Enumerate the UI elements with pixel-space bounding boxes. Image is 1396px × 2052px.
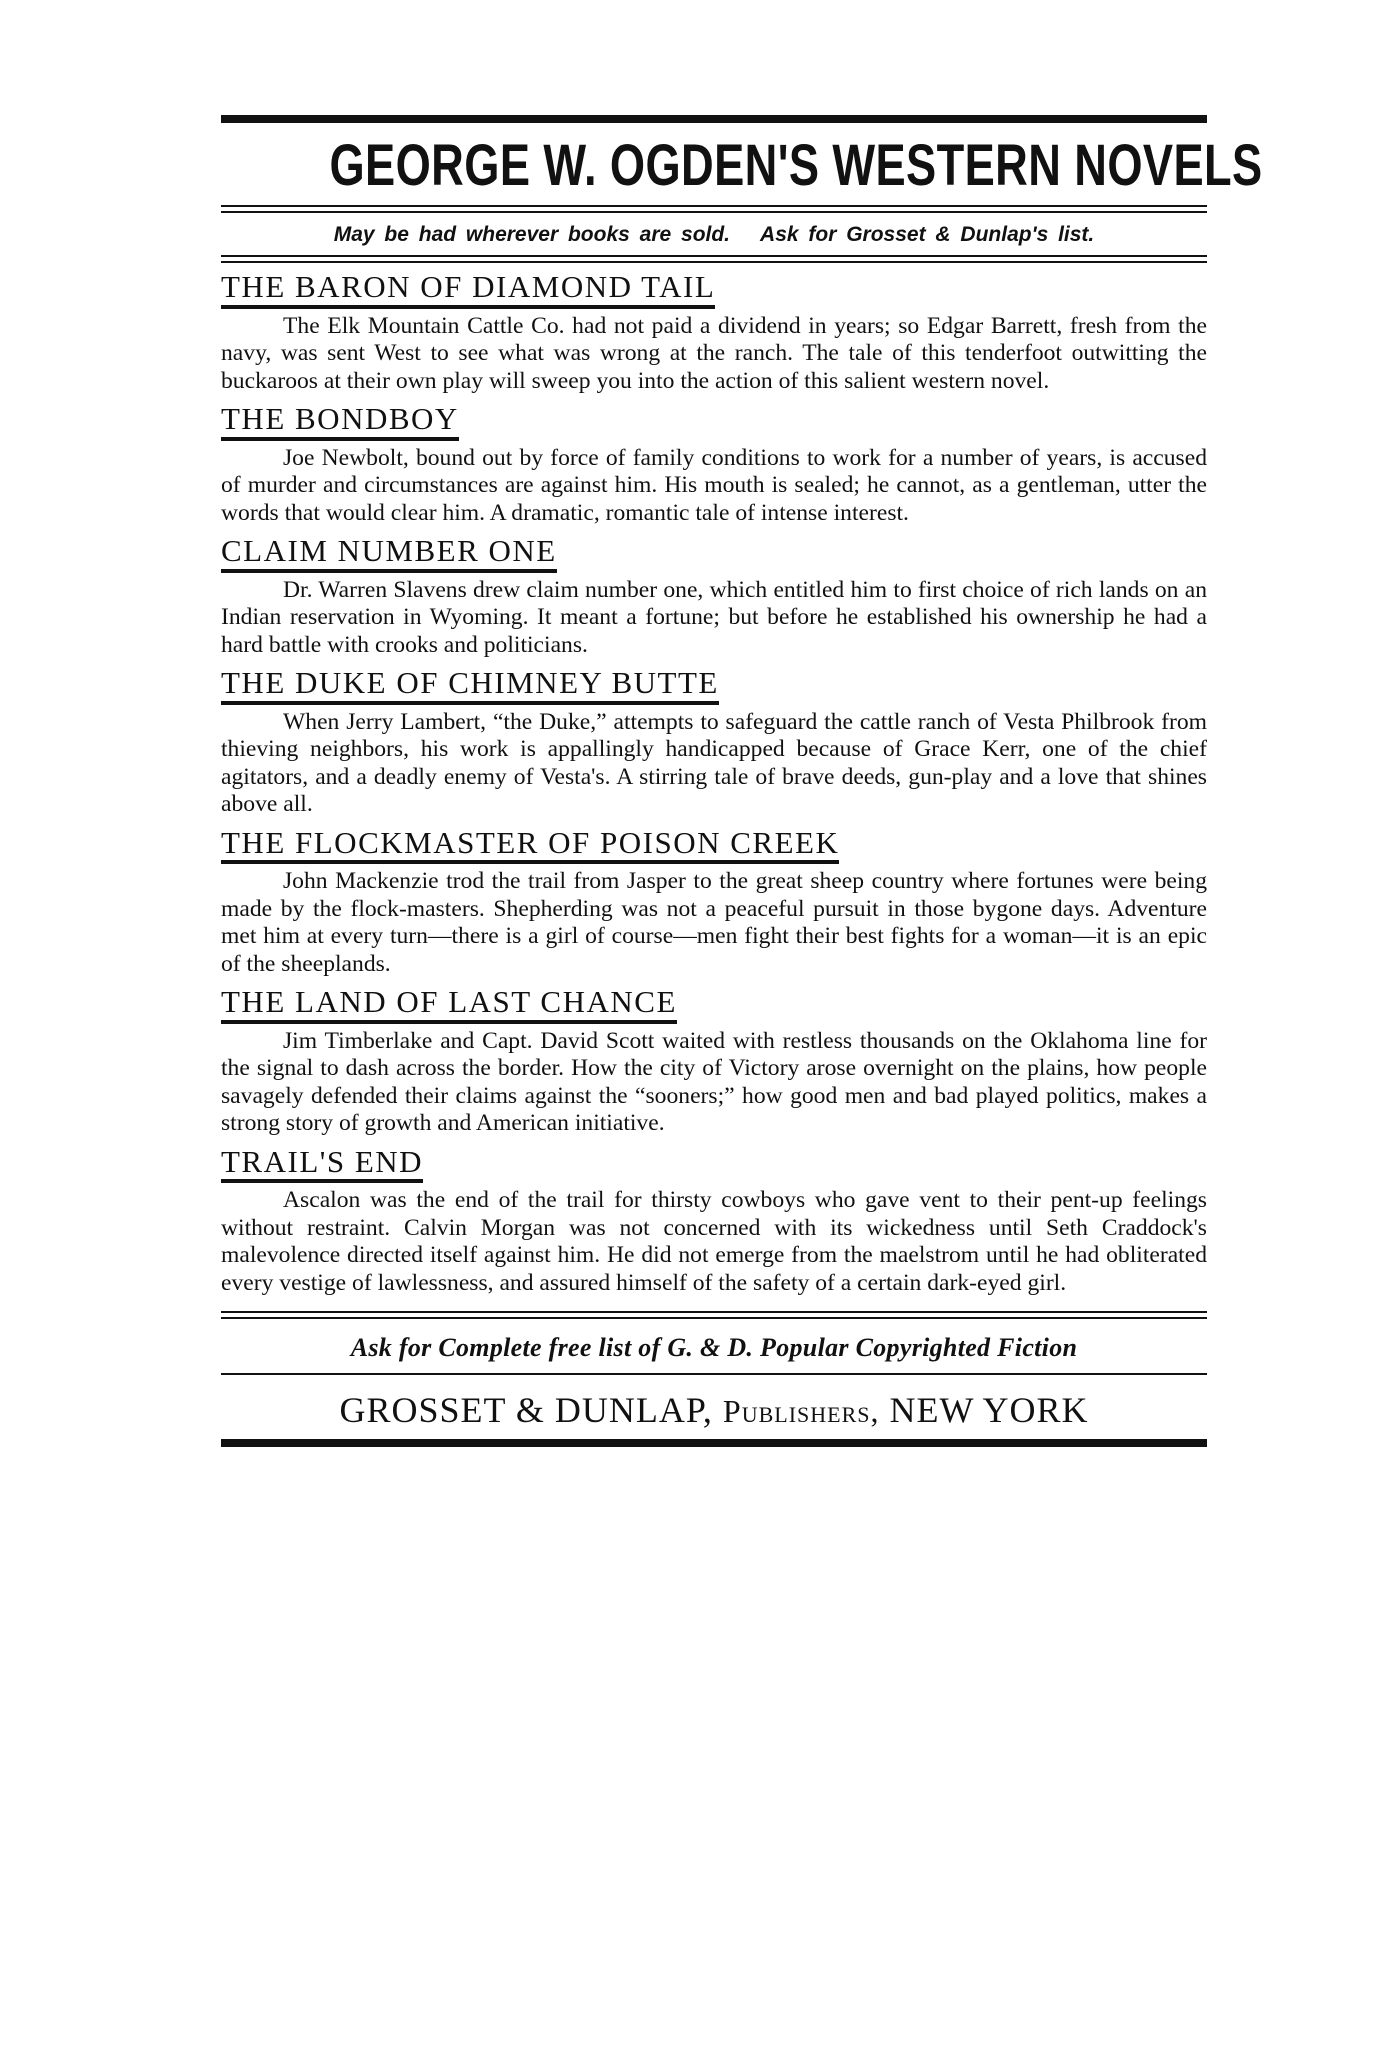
- footer-rule-middle: [221, 1373, 1207, 1375]
- book-description: The Elk Mountain Cattle Co. had not paid a dividend in years; so Edgar Barrett, fresh from the navy, was sent West to see what was wrong at the ranch. The tale of this tenderfoot outwitting the buckaroos at their own play will sweep you into the action of this salient western novel.: [221, 312, 1207, 394]
- book-title: THE LAND OF LAST CHANCE: [221, 986, 677, 1024]
- title-rule: [221, 205, 1207, 213]
- publisher-label: Publishers,: [722, 1393, 880, 1430]
- publisher-line: [221, 1389, 1207, 1431]
- book-description: Joe Newbolt, bound out by force of family conditions to work for a number of years, is accused of murder and circumstances are against him. His mouth is sealed; he cannot, as a gentleman, utter the words that would clear him. A dramatic, romantic tale of intense interest.: [221, 444, 1207, 526]
- book-entry: [221, 403, 1207, 527]
- book-title: CLAIM NUMBER ONE: [221, 535, 557, 573]
- book-description: John Mackenzie trod the trail from Jasper to the great sheep country where fortunes were being made by the flock-masters. Shepherding was not a peaceful pursuit in those bygone days. Adventure met him at every turn—there is a girl of course—men fight their best fights for a woman—it is an epic of the sheeplands.: [221, 868, 1207, 977]
- book-title: TRAIL'S END: [221, 1146, 423, 1184]
- book-entry: [221, 1143, 1207, 1298]
- subtitle-ask-list: Ask for Grosset & Dunlap's list.: [760, 223, 1095, 246]
- book-description: When Jerry Lambert, “the Duke,” attempts to safeguard the cattle ranch of Vesta Philbrook from thieving neighbors, his work is appallingly handicapped because of Grace Kerr, one of the chief agitators, and a deadly enemy of Vesta's. A stirring tale of brave deeds, gun-play and a love that shines above all.: [221, 708, 1207, 818]
- book-description: Ascalon was the end of the trail for thirsty cowboys who gave vent to their pent-up feelings without restraint. Calvin Morgan was not concerned with its wickedness until Seth Craddock's malevolence directed itself against him. He did not emerge from the maelstrom until he had obliterated every vestige of lawlessness, and assured himself of the safety of a certain dark-eyed girl.: [221, 1187, 1207, 1296]
- top-rule: [221, 115, 1207, 123]
- subtitle-rule: [221, 255, 1207, 263]
- book-title: THE DUKE OF CHIMNEY BUTTE: [221, 667, 719, 705]
- advertisement-page: [221, 115, 1263, 1447]
- book-title: THE BONDBOY: [221, 403, 459, 441]
- publisher-city: NEW YORK: [889, 1390, 1089, 1431]
- book-description: Jim Timberlake and Capt. David Scott waited with restless thousands on the Oklahoma line for the signal to dash across the border. How the city of Victory arose overnight on the plains, how people savagely defended their claims against the “sooners;” how good men and bad played politics, makes a strong story of growth and American initiative.: [221, 1027, 1207, 1137]
- subtitle-availability: May be had wherever books are sold.: [333, 223, 731, 246]
- publisher-name: GROSSET & DUNLAP,: [339, 1390, 713, 1431]
- book-entry: [221, 535, 1207, 659]
- book-title: THE FLOCKMASTER OF POISON CREEK: [221, 827, 839, 865]
- book-title: THE BARON OF DIAMOND TAIL: [221, 271, 715, 309]
- footer-rule-top: [221, 1311, 1207, 1319]
- footer-ask-line: Ask for Complete free list of G. & D. Popular Copyrighted Fiction: [350, 1333, 1078, 1363]
- page-title: GEORGE W. OGDEN'S WESTERN NOVELS: [329, 133, 1263, 198]
- book-description: Dr. Warren Slavens drew claim number one, which entitled him to first choice of rich lands on an Indian reservation in Wyoming. It meant a fortune; but before he established his ownership he had a hard battle with crooks and politicians.: [221, 576, 1207, 658]
- subtitle: [221, 223, 1207, 247]
- book-entry: [221, 667, 1207, 819]
- book-entry: [221, 824, 1207, 979]
- book-entry: [221, 271, 1207, 395]
- book-entry: [221, 986, 1207, 1138]
- bottom-rule: [221, 1439, 1207, 1447]
